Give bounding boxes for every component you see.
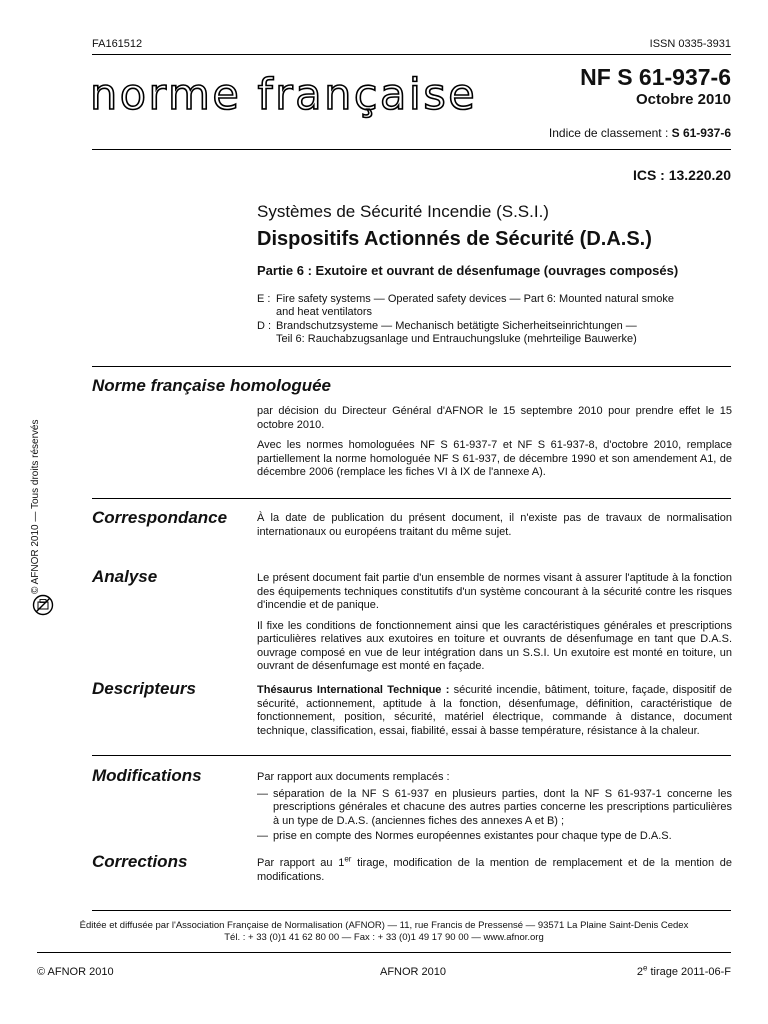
paragraph: À la date de publication du présent document, il n'existe pas de travaux de normalisation internationaux ou européens traitant du même sujet. (257, 512, 732, 538)
section-heading-analyse: Analyse (92, 567, 158, 586)
norm-number: NF S 61-937-6 (580, 64, 731, 90)
indice-label: Indice de classement : (548, 126, 672, 140)
ics-code: ICS : 13.220.20 (632, 167, 731, 183)
paragraph (257, 854, 732, 884)
section-heading-descripteurs: Descripteurs (92, 679, 196, 698)
paragraph: Par rapport aux documents remplacés : (257, 771, 450, 783)
footer-copyright: © AFNOR 2010 (37, 966, 114, 978)
edition-text: tirage 2011-06-F (647, 966, 731, 978)
translation-line: and heat ventilators (276, 306, 373, 318)
translation-german (257, 320, 717, 346)
paragraph: Le présent document fait partie d'un ensemble de normes visant à assurer l'aptitude à la fonction des équipements techniques constitutifs d'un système concourant à la sécurité contre les risques d'incendie et de panique. (257, 572, 732, 611)
side-copyright: © AFNOR 2010 — Tous droits réservés (30, 419, 41, 594)
section-rule (92, 755, 731, 756)
header-bottom-rule (92, 149, 731, 150)
translation-line: Teil 6: Rauchabzugsanlage und Entrauchungsluke (mehrteilige Bauwerke) (276, 333, 637, 345)
ordinal-suffix: er (344, 854, 352, 864)
section-heading-homologuee: Norme française homologuée (92, 376, 332, 395)
footer-edition (636, 963, 731, 978)
list-item (257, 788, 732, 829)
section-body-correspondance (257, 512, 732, 546)
list-item-text: séparation de la NF S 61-937 en plusieurs parties, dont la NF S 61-937-1 concerne les prescriptions générales et chacune des autres parties concerne les prescriptions particulières à un type de D.A.S. (anciennes fiches des annexes A et B) ; (273, 787, 732, 827)
footer-center: AFNOR 2010 (380, 966, 447, 978)
indice-value: S 61-937-6 (671, 126, 731, 140)
footer-bottom-rule (37, 952, 731, 953)
document-code: FA161512 (92, 38, 143, 50)
publisher-info (37, 920, 731, 944)
subject-line: Systèmes de Sécurité Incendie (S.S.I.) (257, 202, 549, 221)
list-item (257, 830, 732, 844)
norm-date: Octobre 2010 (635, 91, 731, 108)
section-body-modifications (257, 771, 732, 846)
list-item-text: prise en compte des Normes européennes existantes pour chaque type de D.A.S. (273, 830, 672, 842)
section-rule (92, 498, 731, 499)
section-body-homologuee (257, 405, 732, 487)
section-heading-corrections: Corrections (92, 852, 188, 871)
no-photocopy-icon (32, 594, 54, 616)
paragraph: Il fixe les conditions de fonctionnement ainsi que les caractéristiques générales et prescriptions particulières relatives aux exutoires en toiture et ouvrants de désenfumage en tant que D.A.S. ouvrage composé en vue de leur intégration dans un S.S.I. Un exutoire est monté en toiture, un ouvrant de désenfumage est monté en façade. (257, 619, 732, 672)
publisher-address: Éditée et diffusée par l'Association Française de Normalisation (AFNOR) — 11, rue Francis de Pressensé — 93571 La Plaine Saint-Denis Cedex (79, 920, 689, 931)
document-title: Dispositifs Actionnés de Sécurité (D.A.S.) (257, 228, 652, 250)
translation-line: Brandschutzsysteme — Mechanisch betätigte Sicherheitseinrichtungen — (276, 320, 637, 332)
descripteurs-label: Thésaurus International Technique : (257, 684, 450, 696)
header-top-rule (92, 54, 731, 55)
footer-top-rule (92, 910, 731, 911)
corrections-text-end: tirage, modification de la mention de remplacement et de la mention de modifications. (257, 857, 732, 883)
section-body-analyse (257, 572, 732, 681)
paragraph: Avec les normes homologuées NF S 61-937-7 et NF S 61-937-8, d'octobre 2010, remplace partiellement la norme homologuée NF S 61-937, de décembre 1990 et son amendement A1, de décembre 2006 (remplace les fiches VI à IX de l'annexe A). (257, 439, 732, 478)
section-heading-modifications: Modifications (92, 766, 202, 785)
section-body-descripteurs (257, 684, 732, 745)
issn-number: ISSN 0335-3931 (649, 38, 731, 50)
dash-bullet: — (257, 830, 268, 842)
corrections-text-start: Par rapport au 1 (257, 857, 345, 869)
translation-line: Fire safety systems — Operated safety devices — Part 6: Mounted natural smoke (276, 293, 674, 305)
paragraph: par décision du Directeur Général d'AFNOR le 15 septembre 2010 pour prendre effet le 15 octobre 2010. (257, 405, 732, 431)
edition-number: 2 (636, 966, 643, 978)
section-heading-correspondance: Correspondance (92, 508, 228, 527)
translation-lang: E : (257, 293, 271, 305)
translation-lang: D : (257, 320, 272, 332)
section-body-corrections (257, 854, 732, 891)
dash-bullet: — (257, 787, 268, 800)
indice-classement (549, 126, 731, 140)
paragraph (257, 684, 732, 738)
part-title: Partie 6 : Exutoire et ouvrant de désenfumage (ouvrages composés) (257, 263, 679, 278)
brand-title: norme française (90, 70, 478, 120)
publisher-contact: Tél. : + 33 (0)1 41 62 80 00 — Fax : + 33 (0)1 49 17 90 00 — www.afnor.org (224, 932, 544, 943)
section-rule (92, 366, 731, 367)
translation-english (257, 293, 717, 319)
ordinal-suffix: e (642, 963, 648, 973)
descripteurs-text: sécurité incendie, bâtiment, toiture, façade, dispositif de sécurité, actionnement, aptitude à la fonction, désenfumage, définition, caractéristique de fonctionnement, position, sécurité, matériel électrique, commande à distance, document technique, classification, essai, fiabilité, essai à basse température, résistance à la chaleur. (257, 684, 733, 737)
